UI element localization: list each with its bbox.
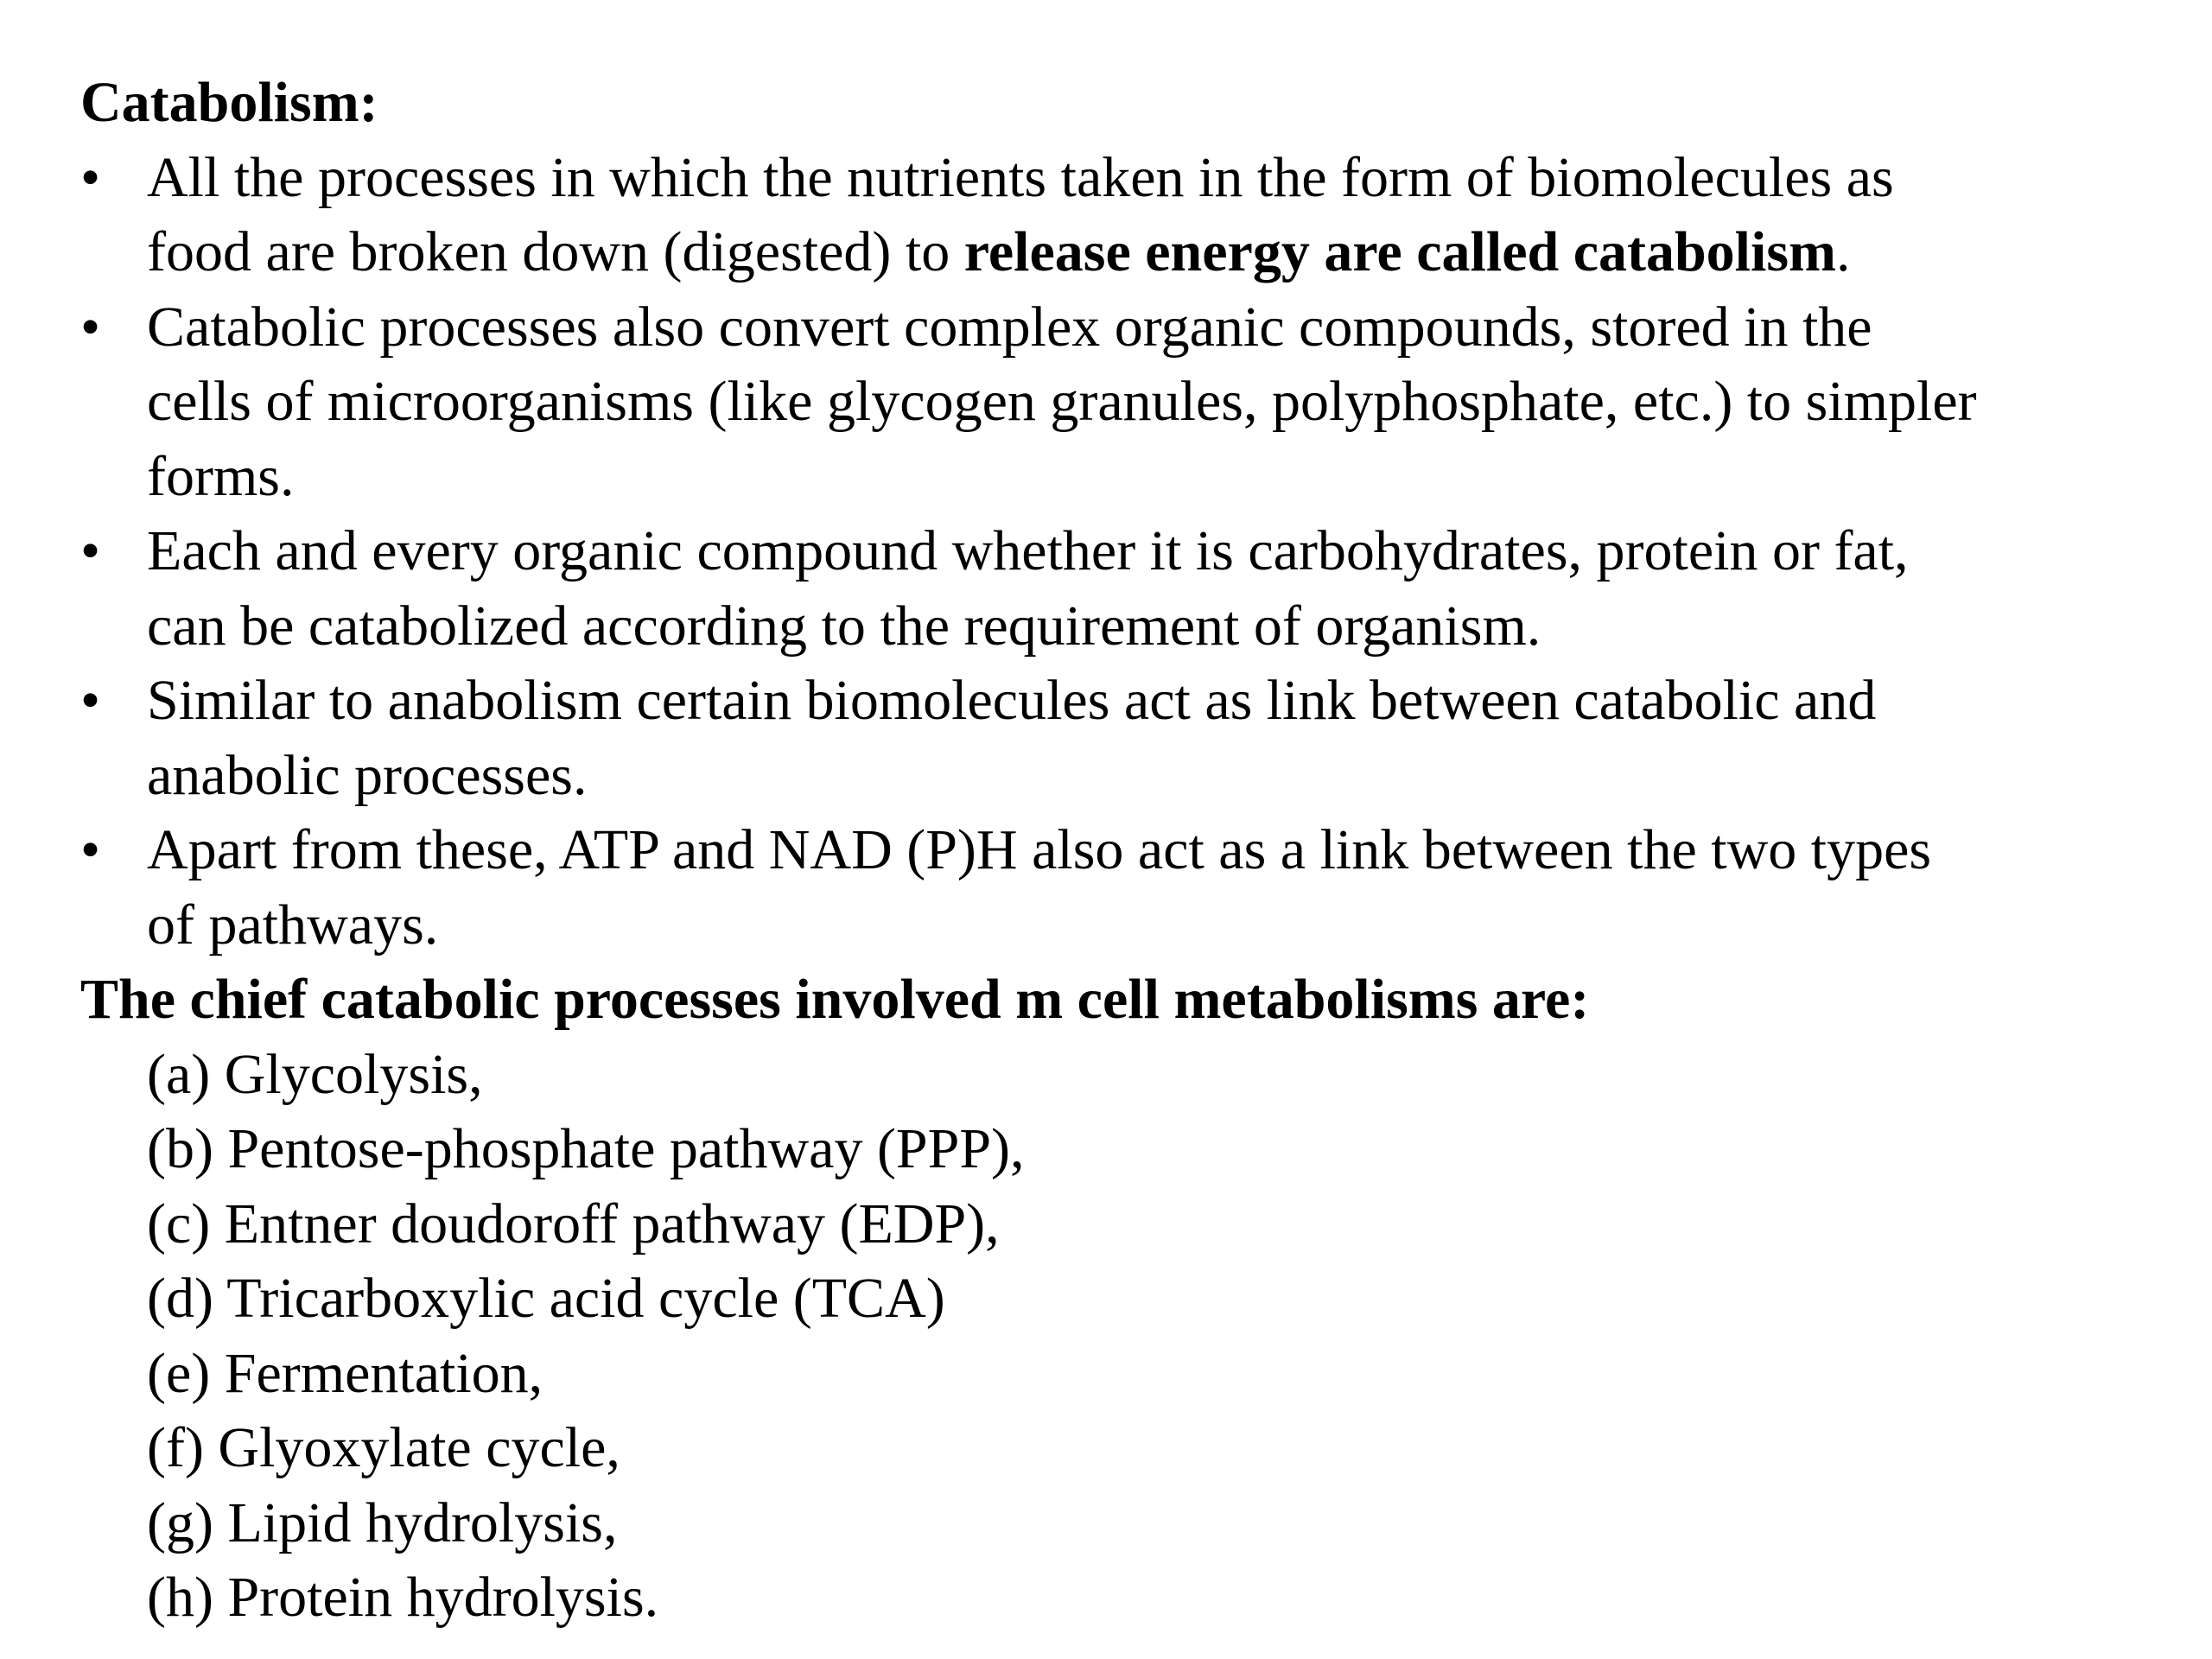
bullet-line: All the processes in which the nutrients taken in the form of biomolecules as: [147, 145, 1894, 209]
process-item: (e) Fermentation,: [147, 1341, 543, 1405]
bullet-line: Catabolic processes also convert complex organic compounds, stored in the: [147, 295, 1872, 359]
bullet-line: Similar to anabolism certain biomolecules act as link between catabolic and: [147, 669, 1877, 732]
process-item: (d) Tricarboxylic acid cycle (TCA): [147, 1267, 945, 1330]
bullet-line: cells of microorganisms (like glycogen granules, polyphosphate, etc.) to simpler: [147, 370, 1977, 433]
bullet-line: of pathways.: [147, 893, 439, 957]
bullet-line: can be catabolized according to the requirement of organism.: [147, 594, 1541, 658]
bullet-line: Each and every organic compound whether it is carbohydrates, protein or fat,: [147, 519, 1909, 582]
bullet-item: [80, 664, 2152, 813]
bullet-item: [80, 514, 2152, 664]
process-item: (f) Glyoxylate cycle,: [147, 1416, 620, 1479]
bullet-text: [147, 664, 2152, 813]
catabolism-heading: Catabolism:: [80, 71, 378, 134]
process-item: (h) Protein hydrolysis.: [147, 1566, 659, 1629]
bullet-line: anabolic processes.: [147, 743, 588, 807]
processes-heading: The chief catabolic processes involved m cell metabolisms are:: [80, 968, 1590, 1031]
process-item: (c) Entner doudoroff pathway (EDP),: [147, 1192, 1000, 1255]
process-item: (a) Glycolysis,: [147, 1042, 483, 1106]
bullet-bold-phrase: release energy are called catabolism: [963, 220, 1837, 283]
bullet-tail: .: [1836, 220, 1851, 283]
bullet-line: forms.: [147, 444, 295, 508]
bullet-item: [80, 813, 2152, 963]
bullet-dot: •: [80, 669, 101, 732]
bullet-text: [147, 141, 2152, 290]
process-item: (g) Lipid hydrolysis,: [147, 1491, 618, 1554]
bullet-line: Apart from these, ATP and NAD (P)H also act as a link between the two types: [147, 818, 1932, 881]
process-item: (b) Pentose-phosphate pathway (PPP),: [147, 1117, 1025, 1180]
bullet-line: food are broken down (digested) to: [147, 220, 964, 283]
bullet-dot: •: [80, 145, 101, 209]
bullet-item: [80, 290, 2152, 515]
bullet-text: [147, 514, 2152, 664]
bullet-text: [147, 813, 2152, 963]
bullet-text: [147, 290, 2152, 515]
bullet-dot: •: [80, 295, 101, 359]
bullet-dot: •: [80, 818, 101, 881]
bullet-dot: •: [80, 519, 101, 582]
bullet-item: [80, 141, 2152, 290]
